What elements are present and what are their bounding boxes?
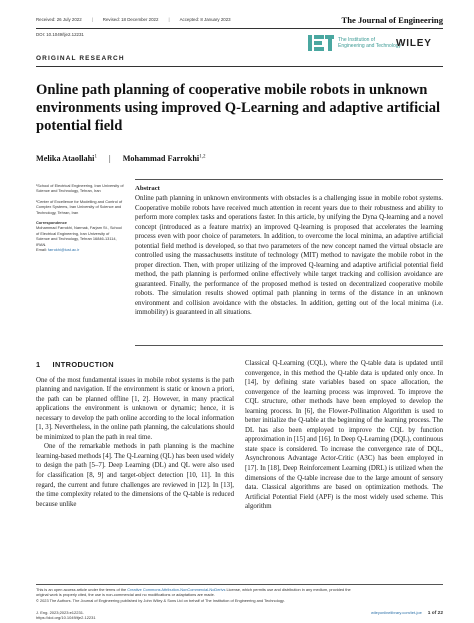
abstract-heading: Abstract xyxy=(135,185,160,192)
author-name[interactable]: Mohammad Farrokhi xyxy=(122,154,200,163)
correspondence-heading: Correspondence xyxy=(36,220,67,226)
footer-rule xyxy=(36,584,443,585)
body-column-right xyxy=(245,359,443,512)
iet-logo-text: The Institution of Engineering and Technology xyxy=(338,37,402,49)
correspondence-email-line xyxy=(36,247,124,252)
correspondence-address: Mohammad Farrokhi, Narmak, Farjam St., School of Electrical Engineering, Iran University of Science and Technology, Tehran 16846-13114, IRAN. xyxy=(36,225,122,247)
wiley-logo[interactable]: WILEY xyxy=(396,38,432,49)
paragraph: One of the most fundamental issues in mobile robot systems is the path planning and navigation. If the environment is static or known a priori, the path can be planned offline [1, 2]. However, in many practical applications the environment is unknown or dynamic; hence, it is necessary to develop the path online according to the local information [1, 3]. Nevertheless, in the online path planning, the calculations should be minimized to plan the path in real time. xyxy=(36,376,234,441)
license-line: This is an open access article under the terms of the Creative Commons Attribution-NonCommercial-NoDerivs License, which permits use and distribution in any medium, provided the xyxy=(36,587,351,592)
paragraph: One of the remarkable methods in path planning is the machine learning-based methods [4]. The Q-Learning (QL) has been used widely to design the path [5–7]. Deep Learning (DL) and QL were also used for classification [8, 9] and target-object detection [10, 11]. In this regard, the current and future challenges are reviewed in [12]. In [13], the time complexity related to the dimensions of the Q-table is reduced because unlike xyxy=(36,443,234,508)
license-note xyxy=(36,587,446,603)
journal-title[interactable]: The Journal of Engineering xyxy=(341,15,443,25)
author-divider: | xyxy=(109,154,111,163)
affiliation: ²Center of Excellence for Modelling and Control of Complex Systems, Iran University of Science and Technology, Tehran, Iran xyxy=(36,198,123,215)
license-link[interactable]: Creative Commons Attribution-NonCommercial-NoDerivs xyxy=(127,587,226,592)
abstract-rule xyxy=(135,345,443,346)
citation-doi-link[interactable]: https://doi.org/10.1049/tje2.12231 xyxy=(36,615,96,620)
section-number: 1 xyxy=(36,360,41,369)
doi[interactable]: DOI: 10.1049/tje2.12231 xyxy=(36,32,84,37)
author-name[interactable]: Melika Ataollahi xyxy=(36,154,95,163)
body-column-left xyxy=(36,360,234,509)
article-title: Online path planning of cooperative mobile robots in unknown environments using improved Q-Learning and adaptive artificial potential field xyxy=(36,82,441,134)
accepted-date: Accepted: 8 January 2023 xyxy=(179,17,231,22)
citation-journal: J. Eng. 2023;2023:e12231. xyxy=(36,610,85,615)
page-number: 1 of 22 xyxy=(427,611,443,616)
author-list xyxy=(36,154,205,163)
site-link[interactable]: wileyonlinelibrary.com/iet-joe xyxy=(370,610,422,615)
author-affiliation-mark: 1 xyxy=(94,154,97,160)
site-and-page xyxy=(371,610,443,616)
section-title: INTRODUCTION xyxy=(52,360,114,369)
citation xyxy=(36,610,96,620)
revised-date: Revised: 18 December 2022 xyxy=(102,17,159,22)
abstract-text: Online path planning in unknown environments with obstacles is a challenging issue in mobile robot systems. Cooperative mobile robots have received much attention in recent years due to their robustness and ability to perform more complex tasks and operations faster. In this article, by unifying the Dyna Q-learning and a novel concept (introduced as a feature matrix) an improved Q-learning is proposed that accelerates the learning process even with poor choice of parameters. In addition, to overcome the local minima, an adaptive artificial potential field method is developed, so that two parameters of the new concept named the virtual obstacle are controlled using the massachusetts institute of technology (MIT) method to navigate the mobile robot in the proper direction. Then, with proper utilizing of the improved Q-learning and adaptive artificial potential field method, the path planning is performed online effectively while target tracking and collision avoidance are guaranteed. Finally, the performance of the proposed method is tested on decentralized cooperative mobile robots. The simulation results showed optimal path planning in terms of the distance in an unknown environment and collision avoidance with the obstacles. In addition, getting out of the local minima (i.e. immobility) is guaranteed in all situations. xyxy=(135,195,443,316)
page-footer xyxy=(36,610,443,622)
article-dates: Received: 26 July 2022 | Revised: 18 December 2022 | Accepted: 8 January 2023 xyxy=(36,17,231,22)
email-link[interactable]: farrokhi@iust.ac.ir xyxy=(47,247,80,253)
affiliations-column xyxy=(36,183,124,257)
header-rule xyxy=(36,28,443,29)
section-rule xyxy=(36,66,443,67)
abstract-box xyxy=(135,179,443,318)
received-date: Received: 26 July 2022 xyxy=(36,17,82,22)
affiliation: ¹School of Electrical Engineering, Iran University of Science and Technology, Tehran, Iran xyxy=(36,183,124,194)
section-label: ORIGINAL RESEARCH xyxy=(36,55,125,62)
license-line: original work is properly cited, the use is non-commercial and no modifications or adaptations are made. xyxy=(36,592,215,598)
author-affiliation-mark: 1,2 xyxy=(199,154,206,160)
iet-logo-icon xyxy=(308,35,334,51)
header-bar xyxy=(36,15,443,29)
copyright-line: © 2023 The Authors. The Journal of Engineering published by John Wiley & Sons Ltd on behalf of The Institution of Engineering and Technology. xyxy=(36,597,285,603)
section-heading xyxy=(36,360,234,370)
paragraph: Classical Q-Learning (CQL), where the Q-table data is updated until convergence, in this method the Q-table data is updated only once. In [14], by defining state variables based on space allocation, the convergence of the learning process was improved. To improve the CQL structure, other methods have been employed to develop the learning process. In [6], the Flower-Pollination Algorithm is used to better initialize the Q-table at the beginning of the learning process. The DL has also been employed to improve the CQL by function approximation in [15] and [16]. In Deep Q-Learning (DQL), continuous state space is considered. To increase the convergence rate of DQL, Asynchronous Advantage Actor-Critic (A3C) has been employed in [17]. In [18], Deep Reinforcement Learning (DRL) is utilized when the dimensions of the Q-table increase due to the large amount of sensory data. Classical algorithms are based on optimization methods. The Artificial Potential Field (APF) is the most widely used scheme. This algorithm xyxy=(245,360,443,511)
email-label: Email: xyxy=(36,247,48,253)
